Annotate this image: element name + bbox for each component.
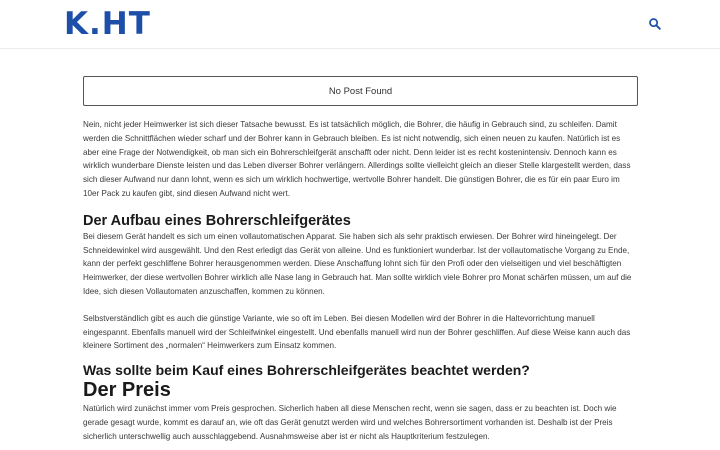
notice-text: No Post Found [328,85,393,97]
paragraph-intro: Nein, nicht jeder Heimwerker ist sich dieser Tatsache bewusst. Es ist tatsächlich möglich, die Bohrer, die häufig in Gebrauch sind, zu schleifen. Damit werden die Schnittflächen wieder scharf und der Bohrer kann in Gebrauch bleiben. Es ist nicht notwendig, sich einen neuen zu kaufen. Natürlich ist es aber eine Frage der Notwendigkeit, ob man sich ein Bohrerschleifgerät anschafft oder nicht. Denn leider ist es recht kostenintensiv. Dennoch kann es wirklich wunderbare Dienste leisten und das Leben diverser Bohrer verlängern. Allerdings sollte vielleicht gleich an dieser Stelle klargestellt werden, dass sich dieser Aufwand nur dann lohnt, wenn es sich um wirklich hochwertige, wertvolle Bohrer handelt. Die günstigen Bohrer, die es für ein paar Euro im 10er Pack zu kaufen gibt, sind diesen Aufwand nicht wert. [83,120,631,198]
main-content [83,76,638,444]
site-logo[interactable]: K.HT [64,6,151,42]
paragraph-aufbau: Bei diesem Gerät handelt es sich um einen vollautomatischen Apparat. Sie haben sich als sehr praktisch erwiesen. Der Bohrer wird hineingelegt. Der Schneidewinkel wird ausgewählt. Und den Rest erledigt das Gerät von alleine. Und es funktioniert wunderbar. Ist der vollautomatische Vorgang zu Ende, kann der perfekt geschliffene Bohrer herausgenommen werden. Diese Anschaffung lohnt sich für den Profi oder den vielseitigen und viel beschäftigten Heimwerker, der diese wertvollen Bohrer wirklich alle Nase lang in Gebrauch hat. Man sollte wirklich viele Bohrer pro Monat schärfen müssen, um auf die Idee, sich diesen Vollautomaten anzuschaffen, kommen zu können. [83,231,632,296]
paragraph-preis: Natürlich wird zunächst immer vom Preis gesprochen. Sicherlich haben all diese Menschen recht, wenn sie sagen, dass er zu beachten ist. Doch wie gerade gesagt wurde, kommt es darauf an, wie oft das Gerät genutzt werden wird und welches Bohrersortiment vorhanden ist. Deshalb ist der Preis sicherlich unterschwellig auch ausschlaggebend. Ausnahmsweise aber ist er nicht als Hauptkriterium festzulegen. [83,404,617,441]
no-post-notice [83,76,638,106]
search-icon[interactable] [648,17,662,31]
heading-preis: Der Preis [83,379,171,402]
site-header [0,0,720,49]
search-button[interactable] [648,17,662,31]
heading-aufbau: Der Aufbau eines Bohrerschleifgerätes [83,212,351,229]
heading-kauf: Was sollte beim Kauf eines Bohrerschleifgerätes beachtet werden? [83,362,530,379]
paragraph-variante: Selbstverständlich gibt es auch die günstige Variante, wie so oft im Leben. Bei diesen Modellen wird der Bohrer in die Haltevorrichtung manuell eingespannt. Ebenfalls manuell wird der Schleifwinkel eingestellt. Und ebenfalls manuell wird nun der Bohrer geschliffen. Auf diese Weise kann auch das kleinere Sortiment des „normalen“ Heimwerkers zum Einsatz kommen. [83,313,631,351]
